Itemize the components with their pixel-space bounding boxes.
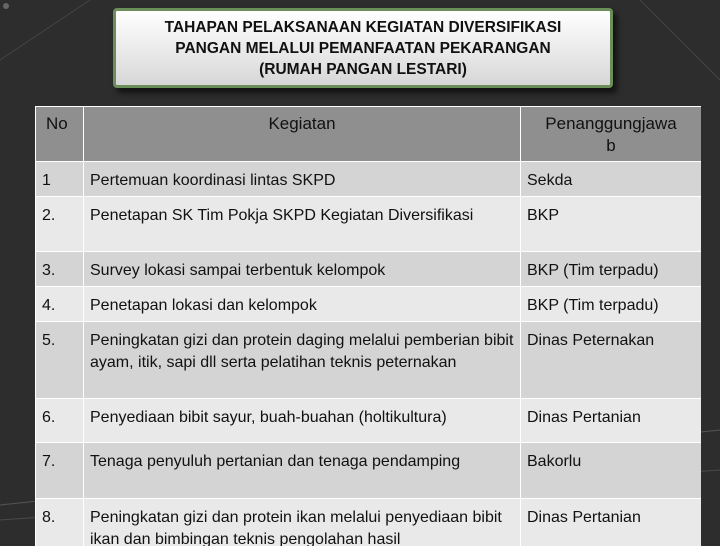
table-row bbox=[36, 443, 702, 499]
row-no: 3. bbox=[36, 252, 84, 287]
row-kegiatan: Pertemuan koordinasi lintas SKPD bbox=[84, 162, 521, 197]
row-penanggungjawab: Dinas Peternakan bbox=[521, 322, 702, 399]
header-no: No bbox=[36, 107, 84, 162]
table-row bbox=[36, 322, 702, 399]
page-title: TAHAPAN PELAKSANAAN KEGIATAN DIVERSIFIKASI PANGAN MELALUI PEMANFAATAN PEKARANGAN (RUMAH PANGAN LESTARI) bbox=[165, 17, 562, 80]
header-penanggungjawab: Penanggungjawa b bbox=[521, 107, 702, 162]
row-no: 7. bbox=[36, 443, 84, 499]
title-box bbox=[113, 8, 613, 88]
row-kegiatan: Penetapan SK Tim Pokja SKPD Kegiatan Diversifikasi bbox=[84, 197, 521, 252]
row-penanggungjawab: BKP (Tim terpadu) bbox=[521, 252, 702, 287]
row-kegiatan: Penetapan lokasi dan kelompok bbox=[84, 287, 521, 322]
row-no: 6. bbox=[36, 399, 84, 443]
activity-table-container bbox=[35, 106, 701, 546]
row-kegiatan: Penyediaan bibit sayur, buah-buahan (holtikultura) bbox=[84, 399, 521, 443]
row-kegiatan: Tenaga penyuluh pertanian dan tenaga pendamping bbox=[84, 443, 521, 499]
row-penanggungjawab: Sekda bbox=[521, 162, 702, 197]
row-no: 8. bbox=[36, 499, 84, 546]
row-penanggungjawab: Bakorlu bbox=[521, 443, 702, 499]
row-kegiatan: Peningkatan gizi dan protein ikan melalui penyediaan bibit ikan dan bimbingan teknis pengolahan hasil bbox=[84, 499, 521, 546]
activity-table bbox=[35, 106, 701, 546]
table-header-row bbox=[36, 107, 702, 162]
table-row bbox=[36, 252, 702, 287]
table-row bbox=[36, 287, 702, 322]
row-no: 2. bbox=[36, 197, 84, 252]
row-penanggungjawab: Dinas Pertanian bbox=[521, 499, 702, 546]
row-no: 4. bbox=[36, 287, 84, 322]
row-kegiatan: Peningkatan gizi dan protein daging melalui pemberian bibit ayam, itik, sapi dll serta pelatihan teknis peternakan bbox=[84, 322, 521, 399]
table-row bbox=[36, 197, 702, 252]
row-no: 1 bbox=[36, 162, 84, 197]
table-row bbox=[36, 399, 702, 443]
header-kegiatan: Kegiatan bbox=[84, 107, 521, 162]
row-penanggungjawab: Dinas Pertanian bbox=[521, 399, 702, 443]
row-kegiatan: Survey lokasi sampai terbentuk kelompok bbox=[84, 252, 521, 287]
table-row bbox=[36, 162, 702, 197]
row-penanggungjawab: BKP bbox=[521, 197, 702, 252]
table-row bbox=[36, 499, 702, 546]
row-no: 5. bbox=[36, 322, 84, 399]
row-penanggungjawab: BKP (Tim terpadu) bbox=[521, 287, 702, 322]
